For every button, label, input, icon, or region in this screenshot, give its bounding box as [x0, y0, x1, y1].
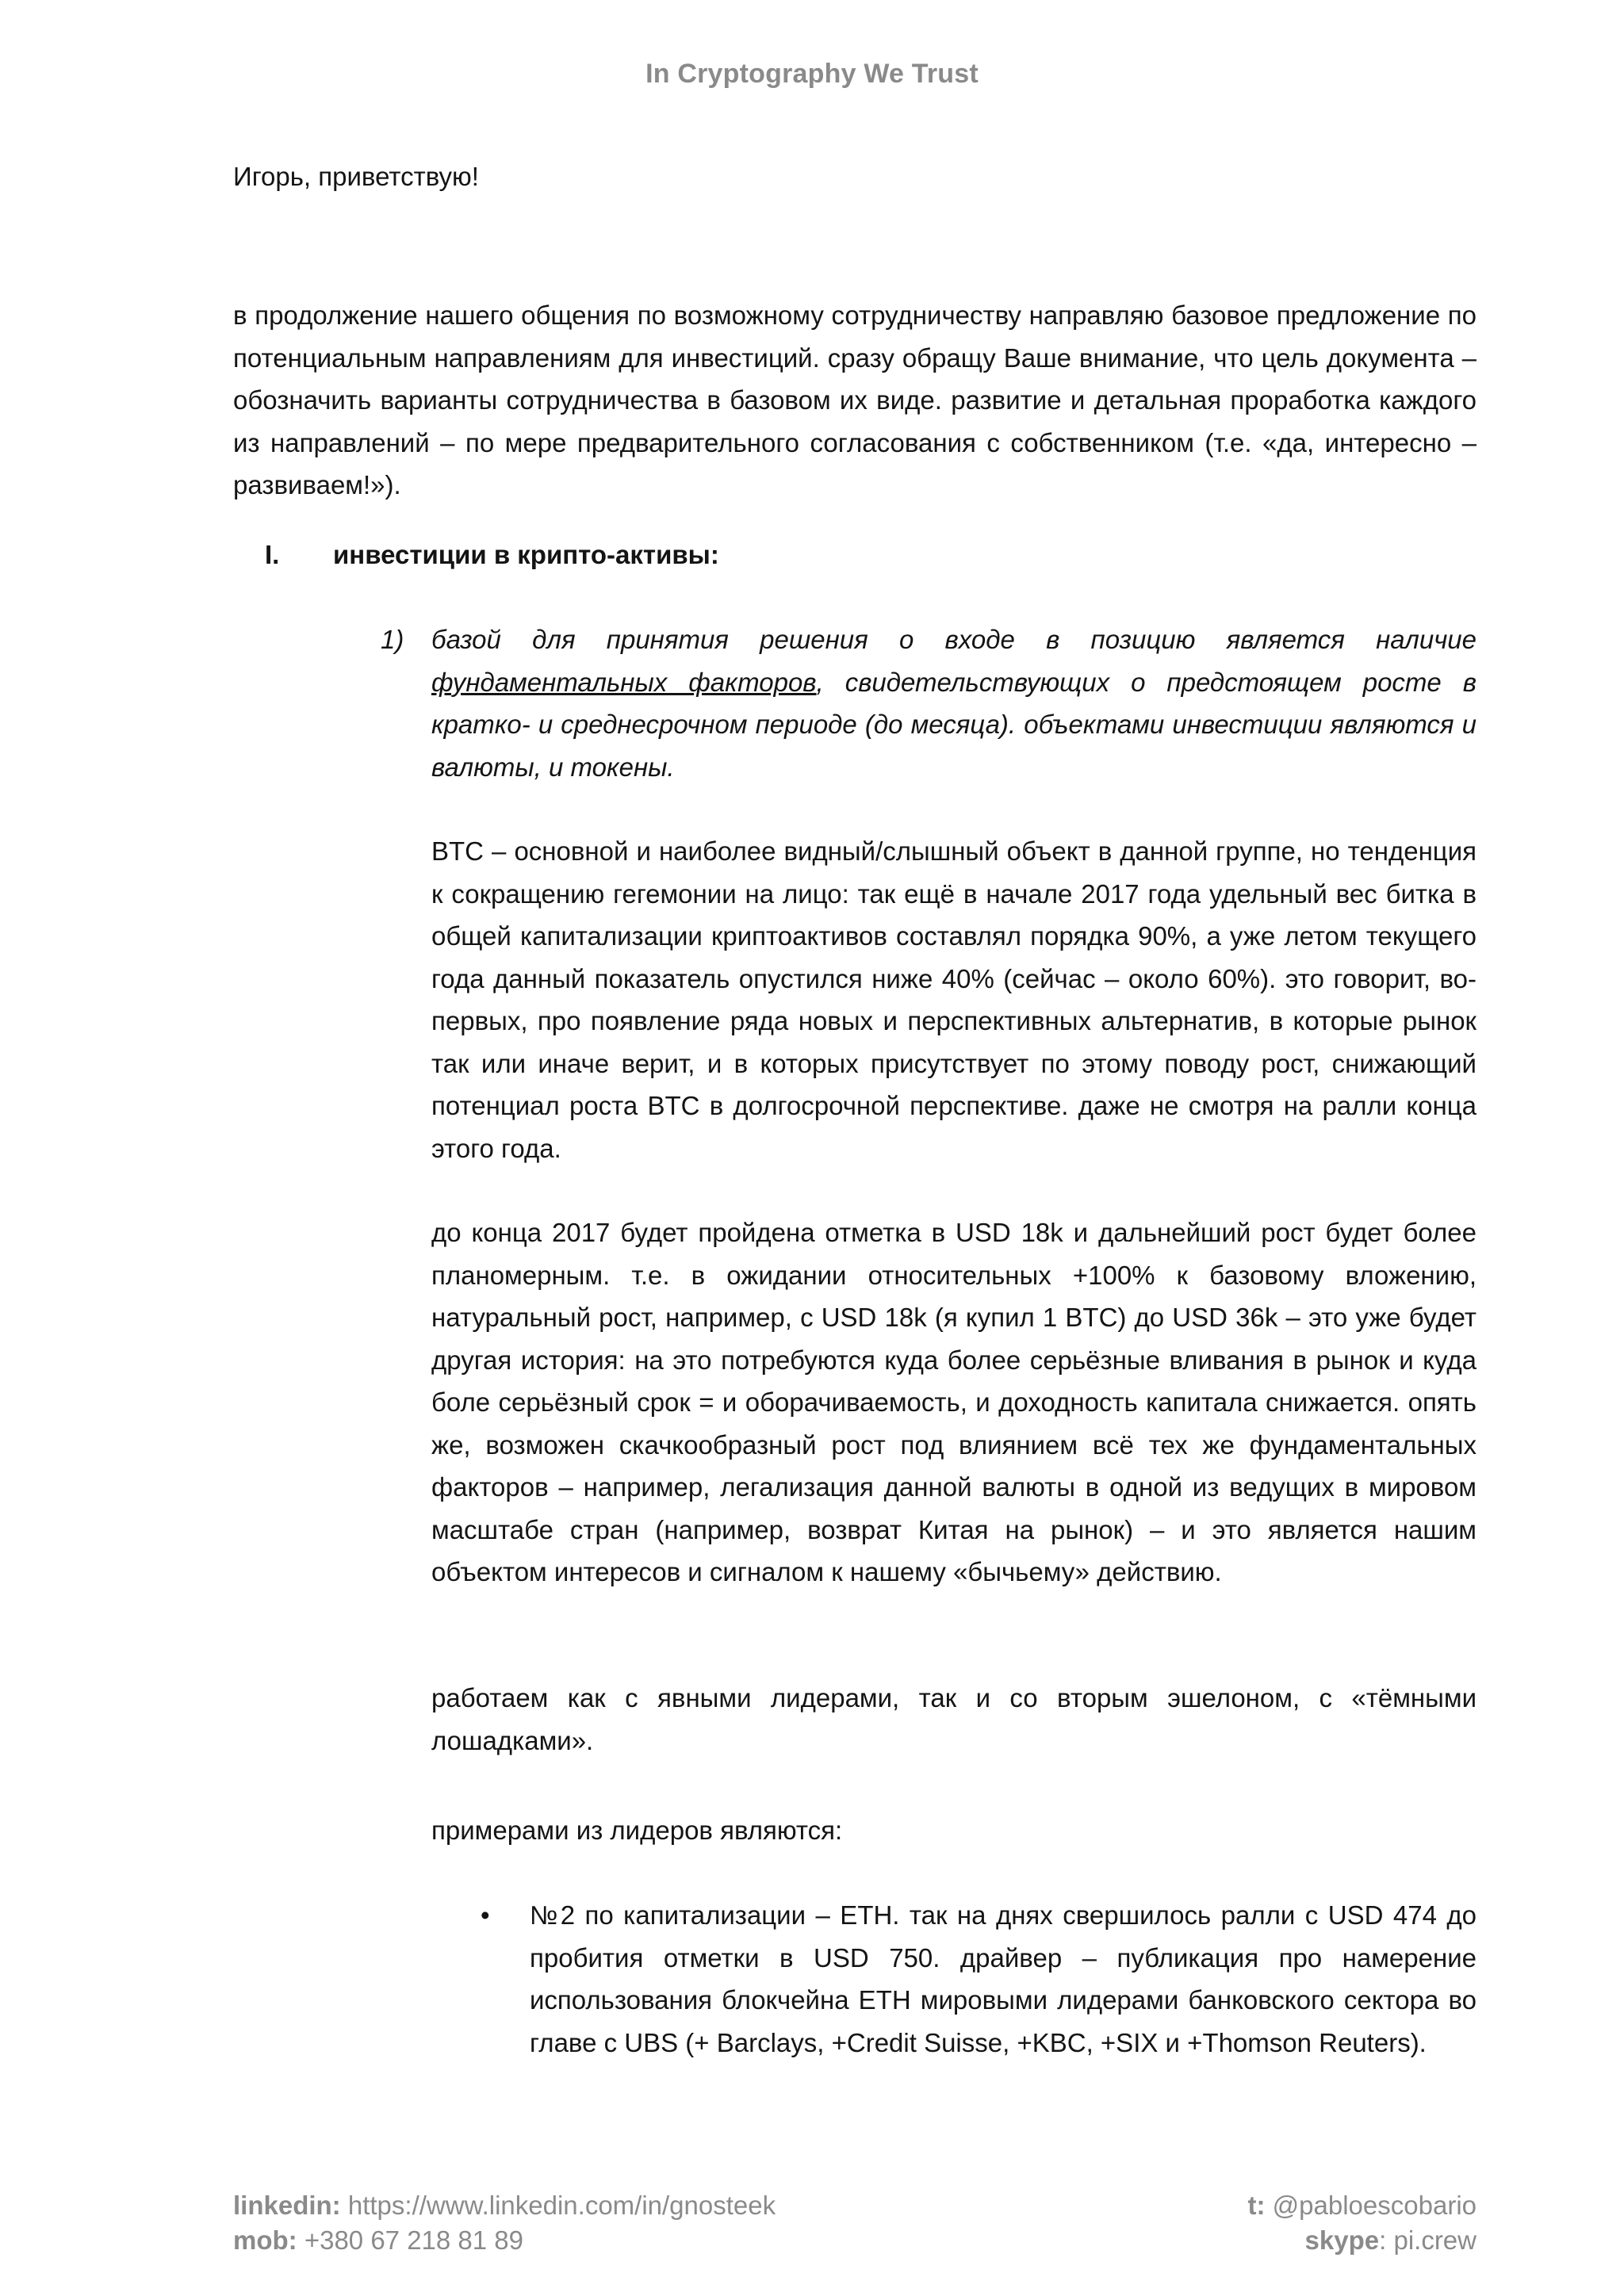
list-item-text-start: базой для принятия решения о входе в позицию является наличие: [431, 625, 1477, 654]
mob-number: +380 67 218 81 89: [297, 2225, 524, 2255]
intro-paragraph: в продолжение нашего общения по возможному сотрудничеству направляю базовое предложение по потенциальным направлениям для инвестиций. сразу обращу Ваше внимание, что цель документа – обозначить варианты сотрудничества в базовом их виде. развитие и детальная проработка каждого из направлений – по мере предварительного согласования с собственником (т.е. «да, интересно – развиваем!»).: [233, 300, 1477, 499]
telegram-handle: @pabloescobario: [1265, 2191, 1477, 2220]
linkedin-label: linkedin:: [233, 2191, 341, 2220]
greeting: Игорь, приветствую!: [233, 162, 479, 191]
list-item-text-end: , свидетельствующих о предстоящем росте в кратко- и среднесрочном периоде (до месяца). объектами инвестиции являются и валюты, и токены.: [431, 667, 1477, 782]
footer-contacts-right: [1248, 2188, 1477, 2258]
skype-handle: : pi.crew: [1379, 2225, 1477, 2255]
skype-label: skype: [1304, 2225, 1380, 2255]
btc-paragraph: BTC – основной и наиболее видный/слышный объект в данной группе, но тенденция к сокращению гегемонии на лицо: так ещё в начале 2017 года удельный вес битка в общей капитализации криптоактивов составлял порядка 90%, а уже летом текущего года данный показатель опустился ниже 40% (сейчас – около 60%). это говорит, во-первых, про появление ряда новых и перспективных альтернатив, в которые рынок так или иначе верит, и в которых присутствует по этому поводу рост, снижающий потенциал роста BTC в долгосрочной перспективе. даже не смотря на ралли конца этого года.: [431, 836, 1477, 1163]
section-number: I.: [265, 540, 280, 569]
examples-paragraph: примерами из лидеров являются:: [431, 1816, 843, 1845]
page-header-title: In Cryptography We Trust: [645, 59, 979, 89]
footer-contacts-left: [233, 2188, 776, 2258]
mob-label: mob:: [233, 2225, 297, 2255]
list-item-text: [431, 618, 1477, 788]
section-title: инвестиции в крипто-активы:: [333, 540, 719, 569]
linkedin-link[interactable]: https://www.linkedin.com/in/gnosteek: [340, 2191, 776, 2220]
bullet-item-text: №2 по капитализации – ETH. так на днях свершилось ралли с USD 474 до пробития отметки в USD 750. драйвер – публикация про намерение использования блокчейна ETH мировыми лидерами банковского сектора во главе с UBS (+ Barclays, +Credit Suisse, +KBC, +SIX и +Thomson Reuters).: [530, 1900, 1477, 2057]
telegram-label: t:: [1247, 2191, 1266, 2220]
footer-mobile: [233, 2223, 776, 2258]
section-heading: [265, 534, 719, 576]
list-item-marker: 1): [381, 625, 404, 654]
footer-linkedin: [233, 2188, 776, 2223]
footer-skype: [1248, 2223, 1477, 2258]
footer-telegram: [1248, 2188, 1477, 2223]
leaders-paragraph: работаем как с явными лидерами, так и со вторым эшелоном, с «тёмными лошадками».: [431, 1683, 1477, 1755]
forecast-paragraph: до конца 2017 будет пройдена отметка в USD 18k и дальнейший рост будет более планомерным. т.е. в ожидании относительных +100% к базовому вложению, натуральный рост, например, с USD 18k (я купил 1 BTC) до USD 36k – это уже будет другая история: на это потребуются куда более серьёзные вливания в рынок и куда боле серьёзный срок = и оборачиваемость, и доходность капитала снижается. опять же, возможен скачкообразный рост под влиянием всё тех же фундаментальных факторов – например, легализация данной валюты в одной из ведущих в мировом масштабе стран (например, возврат Китая на рынок) – и это является нашим объектом интересов и сигналом к нашему «бычьему» действию.: [431, 1218, 1477, 1586]
bullet-icon: •: [481, 1900, 490, 1930]
underlined-term: фундаментальных факторов: [431, 667, 817, 697]
